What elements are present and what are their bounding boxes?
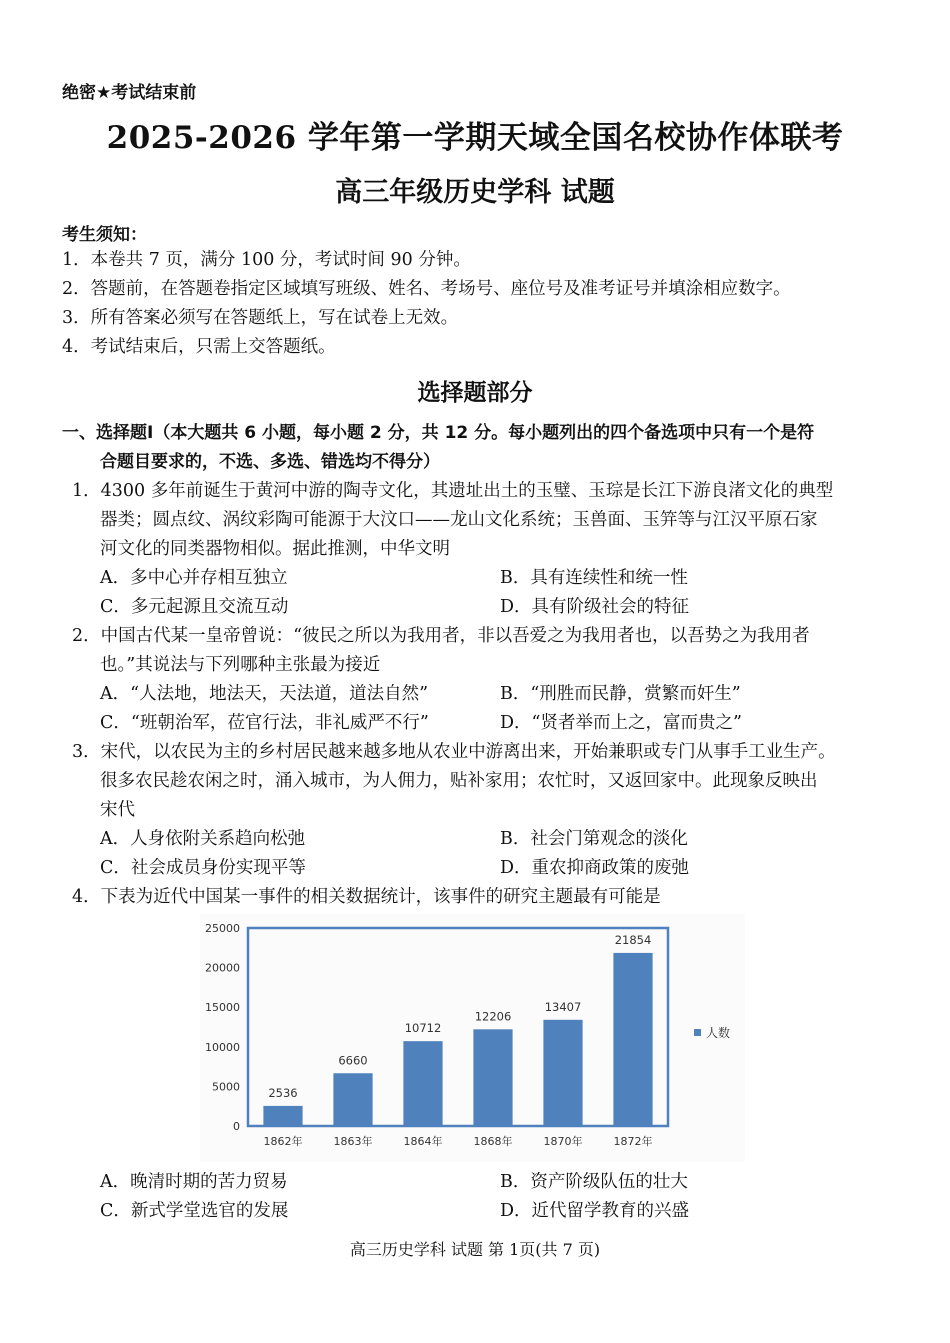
legend-label: 人数 — [706, 1026, 731, 1040]
question-3-text: 宋代 — [100, 800, 135, 820]
option-c: C．新式学堂选官的发展 — [100, 1201, 289, 1221]
bar — [333, 1073, 372, 1126]
option-b: B．“刑胜而民静，赏繁而奸生” — [500, 684, 741, 704]
bar — [263, 1106, 302, 1126]
question-3-text: 很多农民趁农闲之时，涌入城市，为人佣力，贴补家用；农忙时，又返回家中。此现象反映出 — [100, 771, 818, 791]
notice-heading: 考生须知： — [62, 225, 147, 245]
bar — [543, 1020, 582, 1126]
question-1-text: 器类；圆点纹、涡纹彩陶可能源于大汶口——龙山文化系统；玉兽面、玉笄等与江汉平原石家 — [100, 510, 818, 530]
x-tick-label: 1872年 — [613, 1135, 653, 1148]
y-tick-label: 15000 — [205, 1001, 240, 1015]
bar — [473, 1029, 512, 1126]
data-label: 10712 — [404, 1021, 442, 1036]
bar — [403, 1041, 442, 1126]
exam-subtitle: 高三年级历史学科 试题 — [335, 177, 615, 208]
option-a: A．多中心并存相互独立 — [100, 568, 288, 588]
x-tick-label: 1870年 — [543, 1135, 583, 1148]
question-1-text: 1．4300 多年前诞生于黄河中游的陶寺文化，其遗址出土的玉璧、玉琮是长江下游良渚文化的典型 — [72, 481, 834, 501]
data-label: 13407 — [544, 999, 582, 1014]
question-2-text: 2．中国古代某一皇帝曾说：“彼民之所以为我用者，非以吾爱之为我用者也，以吾势之为我用者 — [72, 626, 810, 646]
y-tick-label: 5000 — [212, 1080, 240, 1094]
part-instructions: 一、选择题Ⅰ（本大题共 6 小题，每小题 2 分，共 12 分。每小题列出的四个备选项中只有一个是符 — [62, 423, 815, 443]
part-instructions-cont: 合题目要求的，不选、多选、错选均不得分） — [100, 452, 440, 472]
exam-title: 2025-2026 学年第一学期天域全国名校协作体联考 — [106, 120, 844, 156]
y-tick-label: 10000 — [205, 1040, 240, 1054]
option-d: D．重农抑商政策的废弛 — [500, 858, 690, 878]
bar-chart — [200, 914, 745, 1162]
x-tick-label: 1868年 — [473, 1135, 513, 1148]
data-label: 21854 — [614, 932, 652, 947]
bar — [613, 953, 652, 1126]
notice-item: 1．本卷共 7 页，满分 100 分，考试时间 90 分钟。 — [62, 250, 471, 270]
option-c: C．多元起源且交流互动 — [100, 597, 289, 617]
data-label: 6660 — [338, 1053, 368, 1068]
option-a: A．“人法地，地法天，天法道，道法自然” — [100, 684, 429, 704]
option-a: A．晚清时期的苦力贸易 — [100, 1172, 288, 1192]
data-label: 2536 — [268, 1085, 298, 1100]
y-tick-label: 0 — [233, 1120, 240, 1133]
option-d: D．具有阶级社会的特征 — [500, 597, 690, 617]
option-b: B．具有连续性和统一性 — [500, 568, 688, 588]
option-b: B．资产阶级队伍的壮大 — [500, 1172, 688, 1192]
option-c: C．社会成员身份实现平等 — [100, 858, 306, 878]
data-label: 12206 — [474, 1009, 512, 1024]
section-title: 选择题部分 — [417, 380, 533, 406]
question-1-text: 河文化的同类器物相似。据此推测，中华文明 — [100, 539, 450, 559]
notice-item: 2．答题前，在答题卷指定区域填写班级、姓名、考场号、座位号及准考证号并填涂相应数字。 — [62, 279, 791, 299]
option-a: A．人身依附关系趋向松弛 — [100, 829, 306, 849]
question-2-text: 也。”其说法与下列哪种主张最为接近 — [100, 655, 381, 675]
y-tick-label: 25000 — [205, 922, 240, 935]
y-tick-label: 20000 — [205, 961, 240, 975]
option-d: D．近代留学教育的兴盛 — [500, 1201, 690, 1221]
bar-chart-svg — [200, 914, 745, 1162]
secret-label: 绝密★考试结束前 — [62, 83, 197, 103]
notice-item: 4．考试结束后，只需上交答题纸。 — [62, 337, 336, 357]
legend-swatch — [694, 1029, 701, 1036]
x-tick-label: 1862年 — [263, 1135, 303, 1148]
page-footer: 高三历史学科 试题 第 1页(共 7 页) — [349, 1240, 601, 1259]
x-tick-label: 1864年 — [403, 1135, 443, 1148]
notice-item: 3．所有答案必须写在答题纸上，写在试卷上无效。 — [62, 308, 459, 328]
option-d: D．“贤者举而上之，富而贵之” — [500, 713, 742, 733]
option-b: B．社会门第观念的淡化 — [500, 829, 688, 849]
plot-frame — [248, 928, 668, 1126]
option-c: C．“班朝治军，莅官行法，非礼威严不行” — [100, 713, 429, 733]
question-3-text: 3．宋代，以农民为主的乡村居民越来越多地从农业中游离出来，开始兼职或专门从事手工业生产。 — [72, 742, 836, 762]
question-4-text: 4．下表为近代中国某一事件的相关数据统计，该事件的研究主题最有可能是 — [72, 887, 661, 907]
x-tick-label: 1863年 — [333, 1135, 373, 1148]
